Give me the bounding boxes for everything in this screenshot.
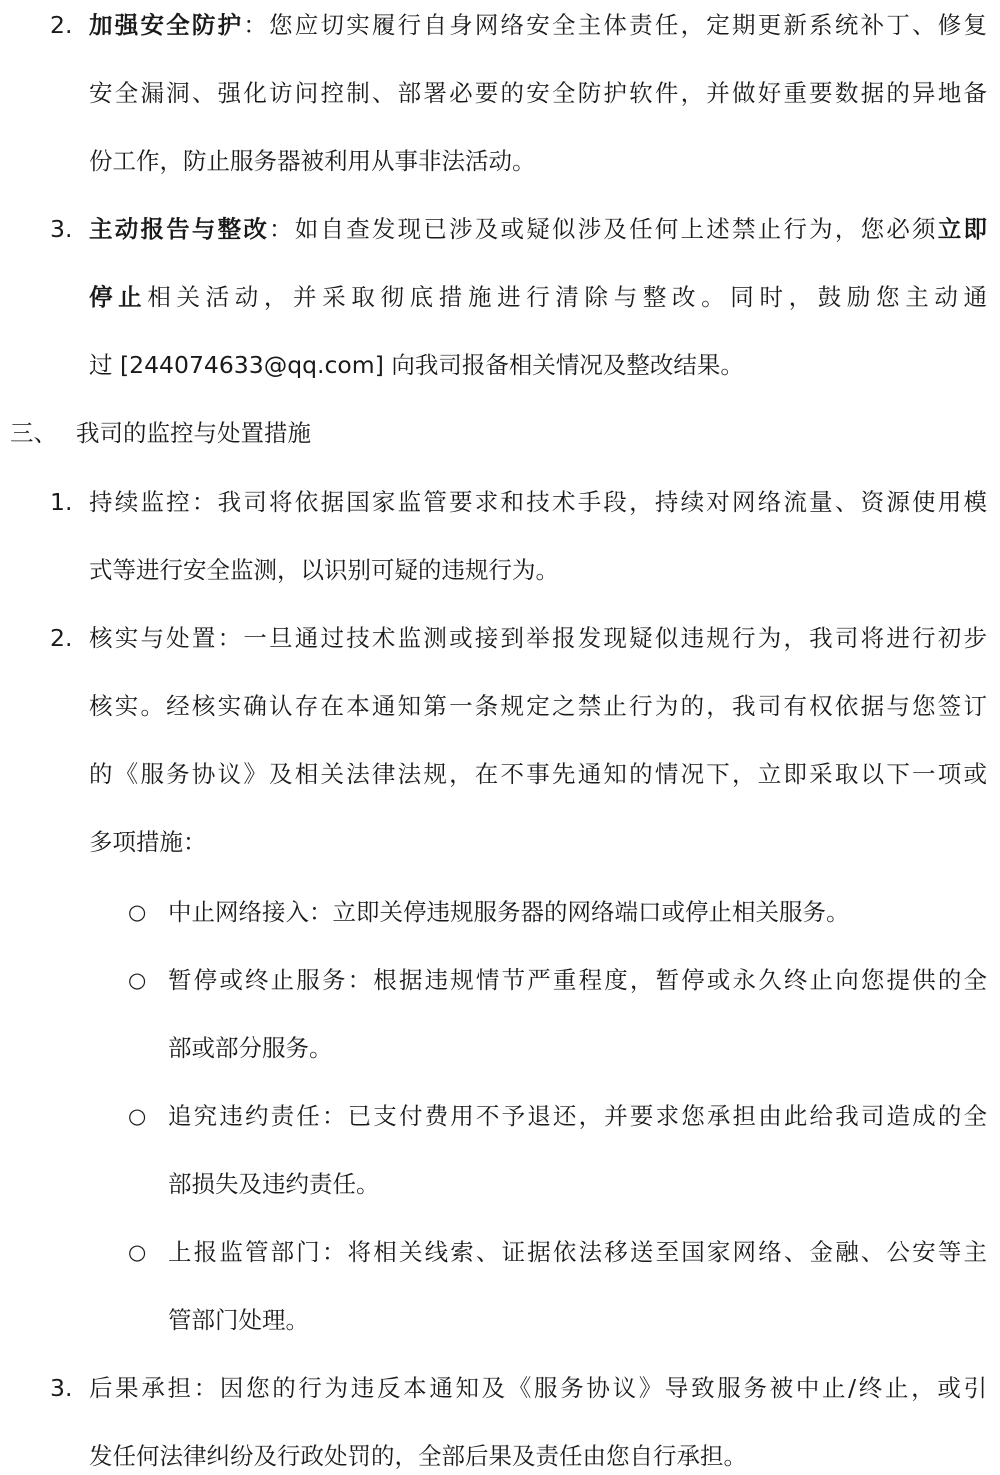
section-heading: 我司的监控与处置措施 — [76, 419, 311, 447]
bullet-circle-icon: ○ — [128, 1240, 147, 1264]
bullet-circle-icon: ○ — [128, 968, 147, 992]
item-title: 加强安全防护 — [89, 11, 244, 39]
paragraph-line: 多项措施： — [89, 828, 207, 856]
bullet-line: 上报监管部门：将相关线索、证据依法移送至国家网络、金融、公安等主 — [168, 1238, 987, 1266]
paragraph-line: 式等进行安全监测，以识别可疑的违规行为。 — [89, 556, 559, 584]
paragraph-line: 停止相关活动，并采取彻底措施进行清除与整改。同时，鼓励您主动通 — [89, 283, 988, 311]
paragraph-line: 主动报告与整改：如自查发现已涉及或疑似涉及任何上述禁止行为，您必须立即 — [89, 215, 988, 243]
bullet-line: 管部门处理。 — [168, 1306, 309, 1334]
item-title: 主动报告与整改 — [89, 215, 270, 243]
emphasis-text: 停止 — [89, 283, 148, 311]
paragraph-line: 加强安全防护：您应切实履行自身网络安全主体责任，定期更新系统补丁、修复 — [89, 11, 988, 39]
bullet-circle-icon: ○ — [128, 900, 147, 924]
bullet-line: 暂停或终止服务：根据违规情节严重程度，暂停或永久终止向您提供的全 — [168, 966, 987, 994]
paragraph-line: 份工作，防止服务器被利用从事非法活动。 — [89, 147, 536, 175]
bullet-line: 中止网络接入：立即关停违规服务器的网络端口或停止相关服务。 — [168, 898, 850, 926]
bullet-circle-icon: ○ — [128, 1104, 147, 1128]
bullet-line: 追究违约责任：已支付费用不予退还，并要求您承担由此给我司造成的全 — [168, 1102, 987, 1130]
paragraph-line: 核实。经核实确认存在本通知第一条规定之禁止行为的，我司有权依据与您签订 — [89, 692, 987, 720]
bullet-line: 部或部分服务。 — [168, 1034, 333, 1062]
bullet-line: 部损失及违约责任。 — [168, 1170, 380, 1198]
paragraph-line: 发任何法律纠纷及行政处罚的，全部后果及责任由您自行承担。 — [89, 1442, 747, 1470]
paragraph-line: 核实与处置：一旦通过技术监测或接到举报发现疑似违规行为，我司将进行初步 — [89, 624, 987, 652]
list-number: 2. — [50, 11, 73, 39]
list-number: 3. — [50, 1374, 73, 1402]
paragraph-line: 的《服务协议》及相关法律法规，在不事先通知的情况下，立即采取以下一项或 — [89, 760, 987, 788]
emphasis-text: 立即 — [937, 215, 988, 243]
list-number: 3. — [50, 215, 73, 243]
paragraph-line: 持续监控：我司将依据国家监管要求和技术手段，持续对网络流量、资源使用模 — [89, 488, 987, 516]
list-number: 2. — [50, 624, 73, 652]
section-marker: 三、 — [10, 419, 57, 447]
paragraph-line: 过 [244074633@qq.com] 向我司报备相关情况及整改结果。 — [89, 351, 744, 379]
paragraph-line: 安全漏洞、强化访问控制、部署必要的安全防护软件，并做好重要数据的异地备 — [89, 79, 987, 107]
list-number: 1. — [50, 488, 73, 516]
paragraph-line: 后果承担：因您的行为违反本通知及《服务协议》导致服务被中止/终止，或引 — [89, 1374, 987, 1402]
